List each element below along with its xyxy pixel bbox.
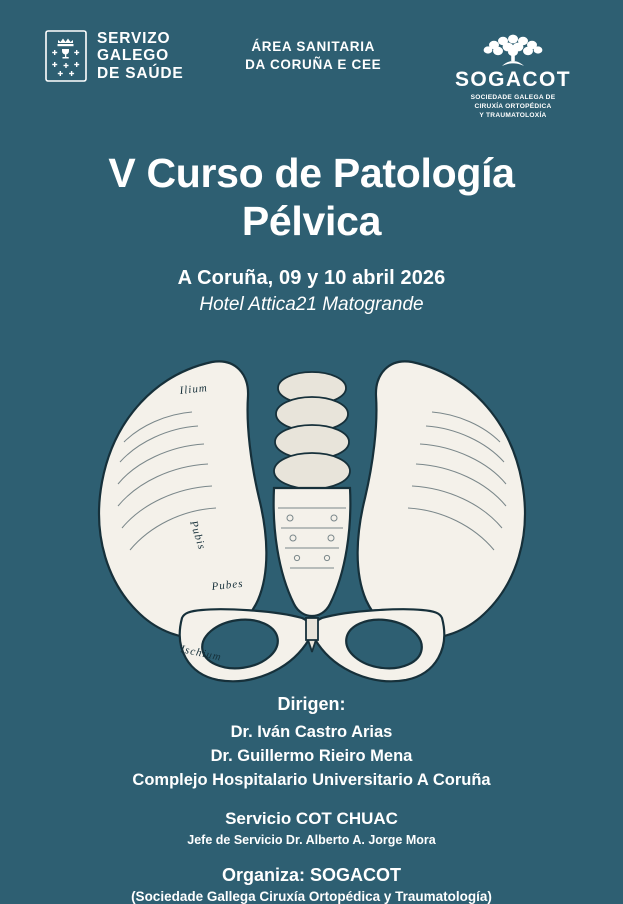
service-name: Servicio COT CHUAC	[225, 809, 398, 829]
event-details	[0, 267, 623, 316]
directors-label: Dirigen:	[277, 694, 346, 715]
sergas-wordmark	[97, 30, 184, 82]
pelvis-anatomical-illustration	[0, 322, 623, 692]
director-2: Dr. Guillermo Rieiro Mena	[210, 747, 413, 766]
sogacot-subtitle	[443, 94, 583, 121]
health-area-label	[245, 30, 381, 74]
sogacot-name: SOGACOT	[454, 68, 571, 91]
poster-header	[0, 0, 623, 121]
poster-title	[0, 149, 623, 246]
sogacot-tree-icon	[443, 30, 583, 70]
title-line1: V Curso de Patología	[108, 149, 515, 196]
galicia-crown-shield-icon	[45, 30, 87, 82]
sogacot-sub-line1: SOCIEDADE GALEGA DE	[470, 94, 556, 101]
hospital-name: Complejo Hospitalario Universitario A Coruña	[132, 771, 491, 790]
label-ischium: Ischium	[178, 643, 223, 665]
sogacot-logo	[443, 30, 583, 121]
director-1: Dr. Iván Castro Arias	[230, 723, 393, 742]
sergas-line2: GALEGO	[97, 47, 169, 65]
label-pubes: Pubes	[210, 578, 244, 594]
organizer: Organiza: SOGACOT	[221, 865, 401, 886]
label-pubis: Pubis	[186, 519, 208, 552]
event-date-location: A Coruña, 09 y 10 abril 2026	[177, 267, 446, 290]
sogacot-sub-line3: Y TRAUMATOLOXÍA	[479, 111, 547, 119]
sergas-line3: DE SAÚDE	[97, 64, 184, 82]
service-chief: Jefe de Servicio Dr. Alberto A. Jorge Mora	[187, 833, 436, 848]
health-area-line2: DA CORUÑA E CEE	[245, 57, 382, 73]
poster-credits	[0, 694, 623, 904]
sogacot-sub-line2: CIRUXÍA ORTOPÉDICA	[474, 102, 552, 110]
label-ilium: Ilium	[178, 382, 208, 398]
sergas-logo	[45, 30, 184, 82]
event-venue: Hotel Attica21 Matogrande	[199, 294, 424, 316]
health-area-line1: ÁREA SANITARIA	[251, 39, 376, 54]
title-line2: Pélvica	[241, 198, 382, 245]
sergas-line1: SERVIZO	[97, 30, 171, 47]
organizer-fullname: (Sociedade Gallega Ciruxía Ortopédica y Traumatología)	[131, 889, 492, 904]
